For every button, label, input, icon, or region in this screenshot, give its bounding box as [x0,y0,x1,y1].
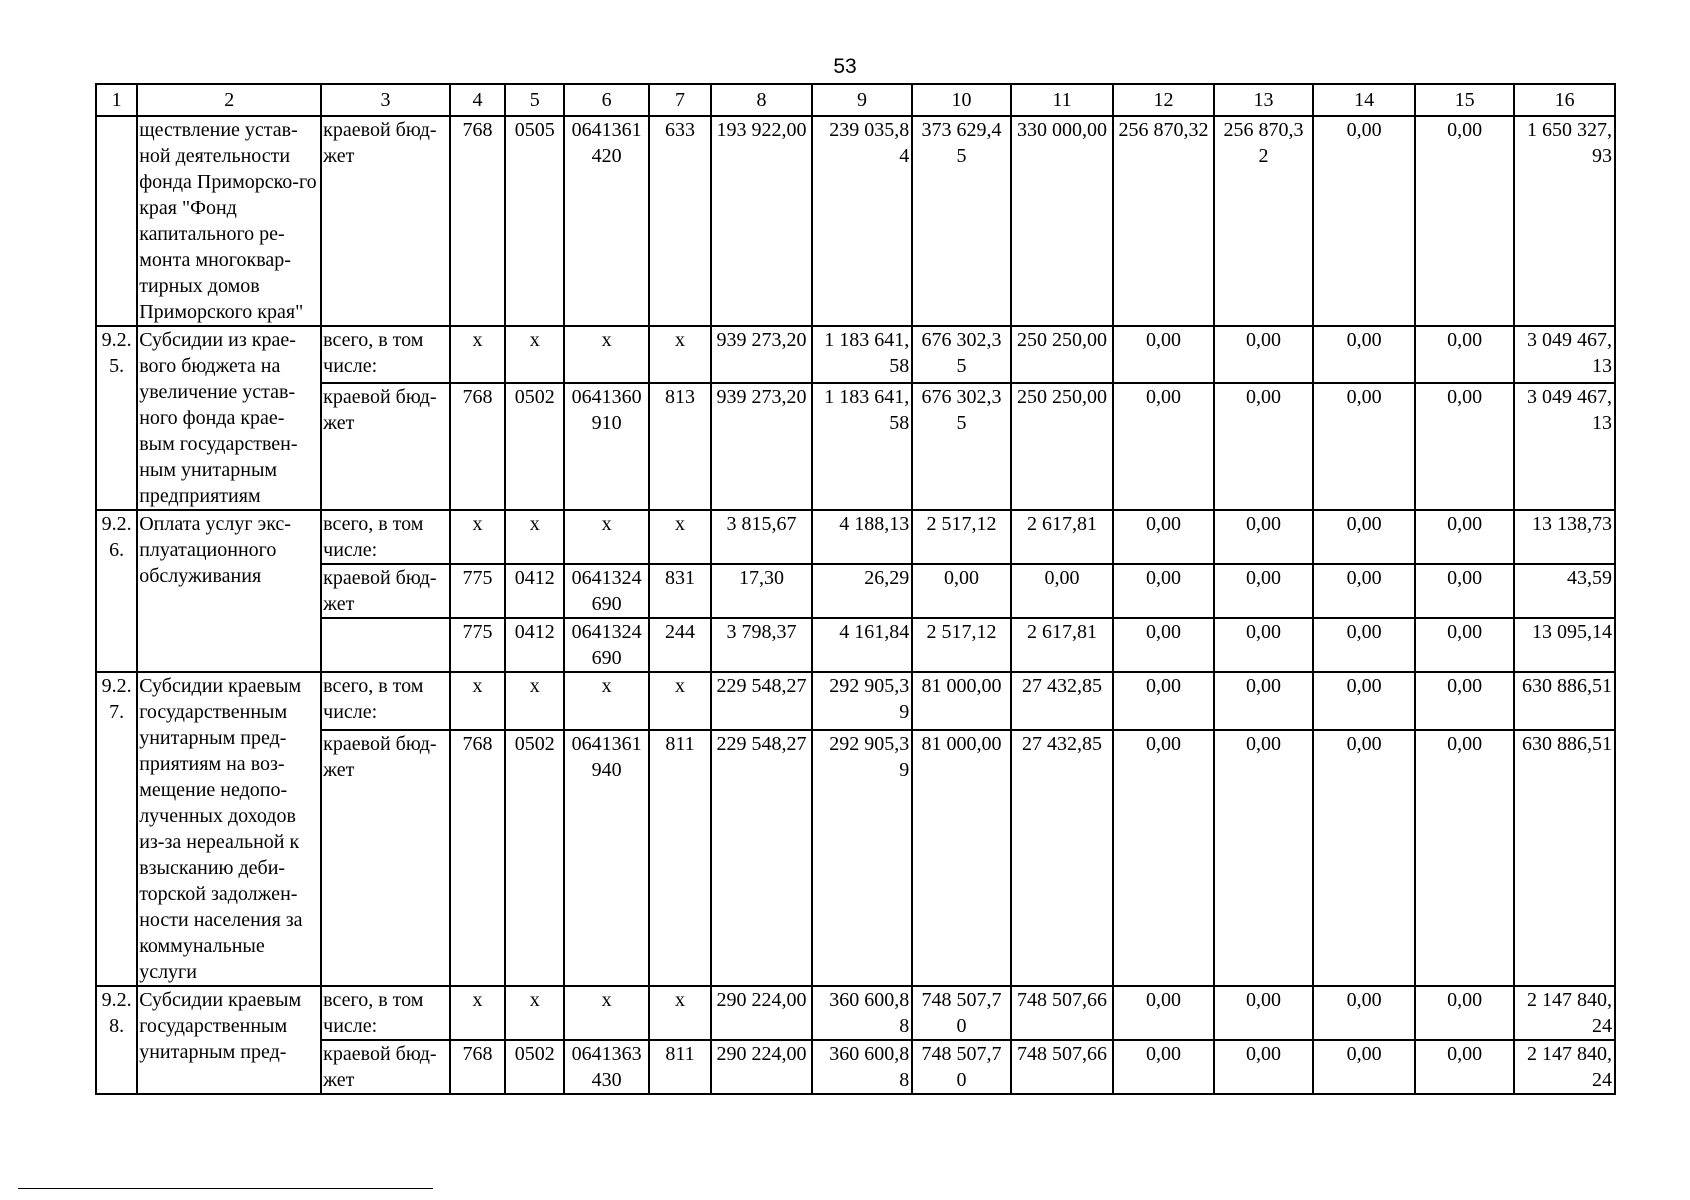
table-row [96,116,1615,326]
funding-source-cell: краевой бюд-жет [321,1040,450,1094]
funding-source-cell: краевой бюд-жет [321,116,450,326]
budget-table [95,83,1616,1095]
column-number-14: 14 [1313,84,1415,116]
table-body [96,84,1615,1094]
table-cell: 0502 [505,730,564,986]
table-cell: x [564,986,648,1040]
table-cell: 0,00 [1113,510,1214,564]
item-number: 9.2. 6. [96,510,137,672]
table-cell: 43,59 [1514,564,1615,618]
footnote-rule [18,1188,433,1189]
table-cell: 0,00 [1214,1040,1314,1094]
table-cell: 0,00 [1313,730,1415,986]
table-cell: 676 302,3 5 [912,383,1011,510]
table-cell: 0,00 [1313,1040,1415,1094]
table-cell: 256 870,3 2 [1214,116,1314,326]
table-cell: x [564,510,648,564]
table-cell: 81 000,00 [912,730,1011,986]
table-cell: 2 617,81 [1011,618,1114,672]
table-cell: x [649,672,711,730]
table-cell: 0,00 [912,564,1011,618]
table-cell: 0,00 [1415,564,1515,618]
table-cell: x [505,326,564,383]
table-row [96,383,1615,510]
table-cell: 0,00 [1313,672,1415,730]
table-cell: 775 [450,618,505,672]
table-cell: 3 815,67 [711,510,812,564]
table-cell: x [649,326,711,383]
table-cell: 768 [450,116,505,326]
table-cell: 0,00 [1113,564,1214,618]
table-cell: 0,00 [1113,730,1214,986]
table-cell: 290 224,00 [711,986,812,1040]
table-cell: 3 049 467, 13 [1514,326,1615,383]
table-cell: 811 [649,1040,711,1094]
table-cell: 0502 [505,1040,564,1094]
funding-source-cell: всего, в том числе: [321,672,450,730]
table-cell: 229 548,27 [711,672,812,730]
table-cell: 0,00 [1214,986,1314,1040]
table-cell: 250 250,00 [1011,326,1114,383]
table-cell: x [450,510,505,564]
table-cell: 0,00 [1214,672,1314,730]
column-number-2: 2 [137,84,321,116]
funding-source-cell: всего, в том числе: [321,510,450,564]
column-number-13: 13 [1214,84,1314,116]
item-name: Оплата услуг экс-плуатационного обслуживания [137,510,321,672]
table-cell: 0412 [505,618,564,672]
table-cell: 0,00 [1313,510,1415,564]
table-cell: 0,00 [1113,986,1214,1040]
table-cell: 360 600,8 8 [812,1040,913,1094]
table-cell: 0,00 [1214,564,1314,618]
table-cell: 630 886,51 [1514,672,1615,730]
table-cell: 13 138,73 [1514,510,1615,564]
funding-source-cell: всего, в том числе: [321,326,450,383]
table-cell: 4 161,84 [812,618,913,672]
table-cell: 775 [450,564,505,618]
funding-source-cell: всего, в том числе: [321,986,450,1040]
column-number-10: 10 [912,84,1011,116]
table-cell: 3 798,37 [711,618,812,672]
column-number-12: 12 [1113,84,1214,116]
table-cell: 0,00 [1415,618,1515,672]
item-number [96,116,137,326]
table-cell: x [649,986,711,1040]
table-cell: 0641324 690 [564,564,648,618]
table-cell: 748 507,7 0 [912,986,1011,1040]
table-cell: 27 432,85 [1011,672,1114,730]
table-row [96,564,1615,618]
table-cell: 0412 [505,564,564,618]
table-cell: 2 517,12 [912,510,1011,564]
funding-source-cell [321,618,450,672]
table-cell: x [505,510,564,564]
table-cell: 633 [649,116,711,326]
funding-source-cell: краевой бюд-жет [321,730,450,986]
item-number: 9.2. 8. [96,986,137,1094]
table-row [96,326,1615,383]
table-cell: 768 [450,1040,505,1094]
item-number: 9.2. 7. [96,672,137,986]
table-cell: x [505,986,564,1040]
column-number-5: 5 [505,84,564,116]
table-cell: 2 517,12 [912,618,1011,672]
column-number-4: 4 [450,84,505,116]
column-number-11: 11 [1011,84,1114,116]
table-cell: 0,00 [1113,1040,1214,1094]
table-cell: 330 000,00 [1011,116,1114,326]
column-number-7: 7 [649,84,711,116]
table-cell: 0,00 [1214,730,1314,986]
table-cell: 2 617,81 [1011,510,1114,564]
table-cell: x [564,672,648,730]
column-number-16: 16 [1514,84,1615,116]
table-cell: 2 147 840, 24 [1514,986,1615,1040]
table-cell: 17,30 [711,564,812,618]
column-number-8: 8 [711,84,812,116]
table-cell: x [564,326,648,383]
table-cell: 292 905,3 9 [812,730,913,986]
table-cell: 748 507,66 [1011,986,1114,1040]
table-cell: 813 [649,383,711,510]
table-cell: 360 600,8 8 [812,986,913,1040]
table-cell: 768 [450,383,505,510]
table-cell: 0,00 [1313,618,1415,672]
table-cell: 0,00 [1415,730,1515,986]
funding-source-cell: краевой бюд-жет [321,383,450,510]
table-cell: 831 [649,564,711,618]
item-name: Субсидии из крае-вого бюджета на увеличение устав-ного фонда крае-вым государствен-ным унитарным предприятиям [137,326,321,510]
table-cell: 373 629,4 5 [912,116,1011,326]
table-row [96,986,1615,1040]
table-row [96,510,1615,564]
table-cell: 2 147 840, 24 [1514,1040,1615,1094]
table-cell: 27 432,85 [1011,730,1114,986]
page-number: 53 [833,55,857,78]
table-cell: 0,00 [1313,564,1415,618]
item-number: 9.2. 5. [96,326,137,510]
table-cell: 0641361 940 [564,730,648,986]
table-cell: 0,00 [1415,383,1515,510]
table-cell: 0,00 [1313,383,1415,510]
table-cell: 0,00 [1113,672,1214,730]
table-cell: 1 650 327, 93 [1514,116,1615,326]
table-cell: 26,29 [812,564,913,618]
table-cell: 244 [649,618,711,672]
table-cell: 939 273,20 [711,383,812,510]
table-cell: 0,00 [1415,672,1515,730]
table-cell: 239 035,8 4 [812,116,913,326]
table-cell: 0502 [505,383,564,510]
column-number-15: 15 [1415,84,1515,116]
table-cell: 748 507,66 [1011,1040,1114,1094]
table-cell: x [505,672,564,730]
table-cell: 0,00 [1113,383,1214,510]
table-cell: 768 [450,730,505,986]
column-number-1: 1 [96,84,137,116]
table-cell: 0,00 [1415,1040,1515,1094]
table-cell: 0641324 690 [564,618,648,672]
table-cell: 811 [649,730,711,986]
table-cell: 13 095,14 [1514,618,1615,672]
table-row [96,1040,1615,1094]
table-row [96,618,1615,672]
table-cell: 0,00 [1214,383,1314,510]
table-cell: 290 224,00 [711,1040,812,1094]
table-cell: 1 183 641, 58 [812,383,913,510]
table-cell: x [450,326,505,383]
table-cell: 0,00 [1313,986,1415,1040]
table-cell: x [649,510,711,564]
table-cell: 0,00 [1214,326,1314,383]
item-name: ществление устав-ной деятельности фонда Приморско-го края "Фонд капитального ре-монта многоквар-тирных домов Приморского края" [137,116,321,326]
table-cell: 0,00 [1113,326,1214,383]
table-cell: 0,00 [1415,986,1515,1040]
table-row [96,730,1615,986]
table-cell: 748 507,7 0 [912,1040,1011,1094]
item-name: Субсидии краевым государственным унитарным пред-приятиям на воз-мещение недопо-лученных доходов из-за нереальной к взысканию деби-торской задолжен-ности населения за коммунальные услуги [137,672,321,986]
column-number-3: 3 [321,84,450,116]
table-cell: 0,00 [1313,116,1415,326]
table-cell: 0,00 [1214,510,1314,564]
table-cell: 0,00 [1415,116,1515,326]
table-cell: 0,00 [1415,326,1515,383]
funding-source-cell: краевой бюд-жет [321,564,450,618]
table-cell: 3 049 467, 13 [1514,383,1615,510]
table-cell: 0641363 430 [564,1040,648,1094]
table-cell: x [450,672,505,730]
column-number-row [96,84,1615,116]
table-cell: 630 886,51 [1514,730,1615,986]
column-number-6: 6 [564,84,648,116]
table-cell: 1 183 641, 58 [812,326,913,383]
table-cell: 229 548,27 [711,730,812,986]
column-number-9: 9 [812,84,913,116]
table-cell: 0,00 [1313,326,1415,383]
table-cell: 939 273,20 [711,326,812,383]
table-cell: 0,00 [1214,618,1314,672]
table-cell: 81 000,00 [912,672,1011,730]
table-cell: 0,00 [1113,618,1214,672]
item-name: Субсидии краевым государственным унитарным пред- [137,986,321,1094]
table-cell: 256 870,32 [1113,116,1214,326]
table-cell: 250 250,00 [1011,383,1114,510]
table-row [96,672,1615,730]
table-cell: 676 302,3 5 [912,326,1011,383]
table-cell: 193 922,00 [711,116,812,326]
table-cell: 0,00 [1011,564,1114,618]
table-cell: 4 188,13 [812,510,913,564]
table-cell: 0,00 [1415,510,1515,564]
table-cell: 0505 [505,116,564,326]
table-cell: 292 905,3 9 [812,672,913,730]
table-cell: x [450,986,505,1040]
table-cell: 0641360 910 [564,383,648,510]
table-cell: 0641361 420 [564,116,648,326]
